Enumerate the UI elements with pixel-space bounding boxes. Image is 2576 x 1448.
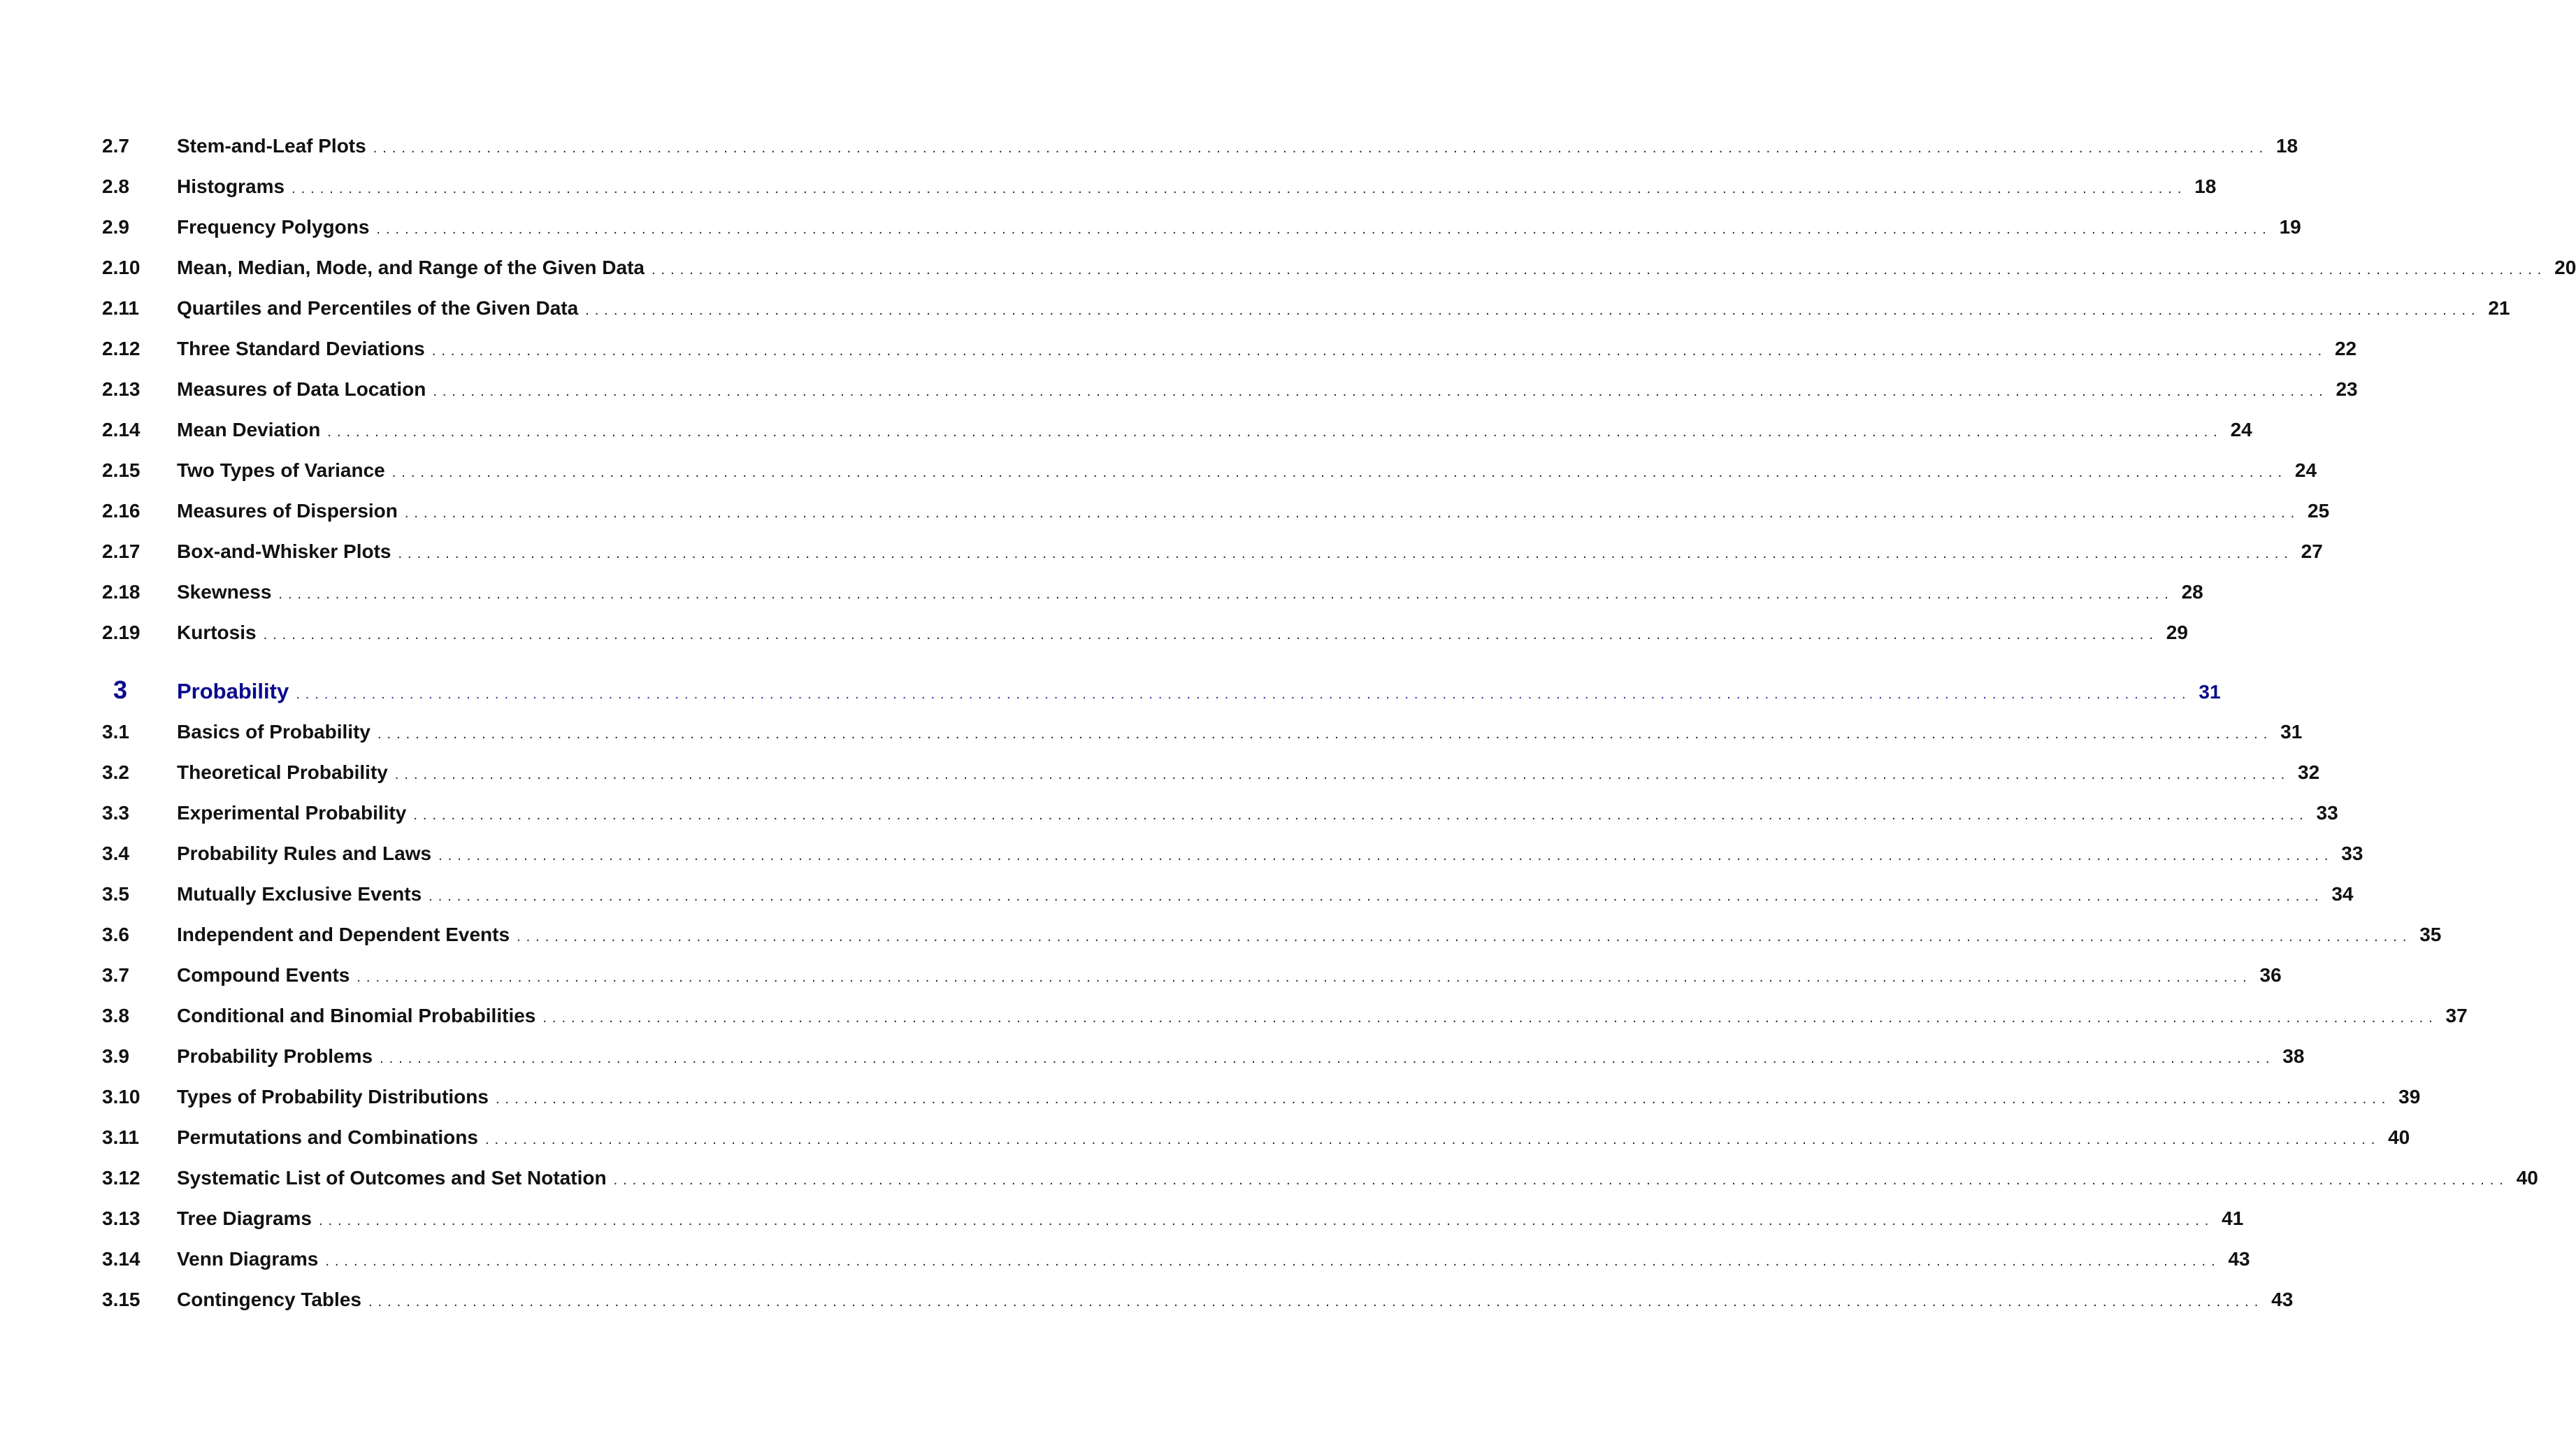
toc-section-entry[interactable]	[102, 369, 2358, 410]
section-number: 2.12	[102, 338, 141, 359]
section-title: Experimental Probability	[177, 802, 407, 824]
section-page-number: 43	[2228, 1248, 2250, 1270]
section-title: Box-and-Whisker Plots	[177, 540, 391, 562]
section-number: 3.11	[102, 1126, 139, 1148]
toc-section-group-chapter-3	[102, 712, 2538, 1320]
toc-section-entry[interactable]	[102, 1198, 2244, 1239]
section-title: Mean, Median, Mode, and Range of the Given Data	[177, 257, 645, 278]
toc-section-entry[interactable]	[102, 288, 2510, 329]
dot-leader: ........................................................................................................................................................................................................	[278, 587, 2174, 602]
dot-leader: ........................................................................................................................................................................................................	[376, 222, 2272, 237]
section-title: Tree Diagrams	[177, 1207, 312, 1229]
section-number: 2.18	[102, 581, 141, 603]
section-number: 2.15	[102, 459, 141, 481]
section-page-number: 24	[2294, 459, 2317, 481]
dot-leader: ........................................................................................................................................................................................................	[263, 627, 2159, 643]
section-page-number: 31	[2280, 721, 2303, 743]
section-page-number: 35	[2419, 924, 2442, 945]
section-page-number: 18	[2194, 175, 2217, 197]
section-title: Probability Rules and Laws	[177, 843, 432, 864]
dot-leader: ........................................................................................................................................................................................................	[296, 687, 2192, 702]
section-page-number: 19	[2279, 216, 2301, 238]
section-number: 2.16	[102, 500, 141, 522]
section-number: 3.12	[102, 1167, 141, 1189]
dot-leader: ........................................................................................................................................................................................................	[373, 141, 2269, 156]
dot-leader: ........................................................................................................................................................................................................	[517, 929, 2412, 945]
toc-section-entry[interactable]	[102, 531, 2323, 572]
section-page-number: 34	[2331, 883, 2354, 905]
section-number: 2.13	[102, 378, 141, 400]
section-number: 2.9	[102, 216, 129, 238]
toc-section-entry[interactable]	[102, 166, 2217, 207]
section-page-number: 32	[2298, 761, 2320, 783]
section-title: Three Standard Deviations	[177, 338, 425, 359]
section-title: Types of Probability Distributions	[177, 1086, 489, 1107]
section-page-number: 39	[2398, 1086, 2421, 1107]
section-page-number: 33	[2341, 843, 2363, 864]
section-number: 3.14	[102, 1248, 141, 1270]
dot-leader: ........................................................................................................................................................................................................	[398, 546, 2294, 561]
section-title: Kurtosis	[177, 622, 257, 643]
section-number: 3.7	[102, 964, 129, 986]
section-page-number: 37	[2445, 1005, 2468, 1026]
section-page-number: 21	[2488, 297, 2510, 319]
section-title: Compound Events	[177, 964, 350, 986]
section-number: 3.8	[102, 1005, 129, 1026]
dot-leader: ........................................................................................................................................................................................................	[404, 506, 2301, 521]
dot-leader: ........................................................................................................................................................................................................	[484, 1132, 2381, 1147]
toc-section-entry[interactable]	[102, 833, 2363, 874]
toc-section-entry[interactable]	[102, 915, 2442, 955]
section-title: Contingency Tables	[177, 1289, 361, 1310]
dot-leader: ........................................................................................................................................................................................................	[495, 1091, 2391, 1107]
section-number: 3.1	[102, 721, 129, 743]
dot-leader: ........................................................................................................................................................................................................	[613, 1173, 2509, 1188]
section-page-number: 43	[2271, 1289, 2294, 1310]
section-page-number: 40	[2516, 1167, 2538, 1189]
section-number: 3.5	[102, 883, 129, 905]
dot-leader: ........................................................................................................................................................................................................	[438, 848, 2334, 863]
dot-leader: ........................................................................................................................................................................................................	[585, 303, 2481, 318]
dot-leader: ........................................................................................................................................................................................................	[380, 1051, 2275, 1066]
section-page-number: 22	[2334, 338, 2357, 359]
dot-leader: ........................................................................................................................................................................................................	[542, 1010, 2438, 1026]
toc-section-entry[interactable]	[102, 572, 2203, 612]
section-title: Mutually Exclusive Events	[177, 883, 422, 905]
section-page-number: 38	[2282, 1045, 2305, 1067]
section-number: 3.2	[102, 761, 129, 783]
toc-section-entry[interactable]	[102, 248, 2576, 288]
section-title: Mean Deviation	[177, 419, 321, 440]
section-page-number: 41	[2222, 1207, 2244, 1229]
section-title: Skewness	[177, 581, 272, 603]
section-page-number: 28	[2181, 581, 2203, 603]
dot-leader: ........................................................................................................................................................................................................	[431, 343, 2328, 359]
section-number: 3.9	[102, 1045, 129, 1067]
section-page-number: 27	[2301, 540, 2323, 562]
section-title: Histograms	[177, 175, 285, 197]
section-title: Theoretical Probability	[177, 761, 388, 783]
toc-section-entry[interactable]	[102, 491, 2330, 531]
section-page-number: 40	[2388, 1126, 2410, 1148]
section-page-number: 20	[2554, 257, 2576, 278]
toc-section-entry[interactable]	[102, 955, 2282, 996]
toc-section-entry[interactable]	[102, 1239, 2250, 1279]
section-number: 3.15	[102, 1289, 141, 1310]
table-of-contents	[102, 126, 2576, 1320]
section-number: 2.14	[102, 419, 141, 440]
dot-leader: ........................................................................................................................................................................................................	[433, 384, 2329, 399]
toc-section-entry[interactable]	[102, 612, 2188, 653]
section-number: 3.13	[102, 1207, 141, 1229]
section-number: 3.6	[102, 924, 129, 945]
toc-section-entry[interactable]	[102, 207, 2301, 248]
section-number: 3.3	[102, 802, 129, 824]
toc-section-entry[interactable]	[102, 1279, 2294, 1320]
chapter-page-number: 31	[2199, 681, 2221, 703]
section-title: Quartiles and Percentiles of the Given Data	[177, 297, 579, 319]
section-number: 2.8	[102, 175, 129, 197]
dot-leader: ........................................................................................................................................................................................................	[413, 808, 2309, 823]
toc-chapter-entry[interactable]	[102, 668, 2221, 712]
section-page-number: 18	[2275, 135, 2298, 157]
section-title: Venn Diagrams	[177, 1248, 319, 1270]
section-number: 2.11	[102, 297, 139, 319]
section-title: Two Types of Variance	[177, 459, 385, 481]
section-page-number: 36	[2259, 964, 2282, 986]
section-page-number: 23	[2336, 378, 2358, 400]
section-number: 2.19	[102, 622, 141, 643]
dot-leader: ........................................................................................................................................................................................................	[368, 1294, 2264, 1310]
toc-section-entry[interactable]	[102, 996, 2468, 1036]
toc-section-entry[interactable]	[102, 752, 2320, 793]
toc-section-entry[interactable]	[102, 126, 2298, 166]
dot-leader: ........................................................................................................................................................................................................	[429, 889, 2324, 904]
section-title: Stem-and-Leaf Plots	[177, 135, 366, 157]
section-page-number: 29	[2166, 622, 2188, 643]
toc-section-entry[interactable]	[102, 1036, 2305, 1077]
toc-section-entry[interactable]	[102, 329, 2357, 369]
dot-leader: ........................................................................................................................................................................................................	[292, 181, 2187, 196]
section-number: 3.4	[102, 843, 129, 864]
section-title: Frequency Polygons	[177, 216, 370, 238]
dot-leader: ........................................................................................................................................................................................................	[325, 1254, 2221, 1269]
dot-leader: ........................................................................................................................................................................................................	[391, 465, 2288, 480]
section-title: Permutations and Combinations	[177, 1126, 478, 1148]
section-title: Conditional and Binomial Probabilities	[177, 1005, 536, 1026]
section-number: 2.17	[102, 540, 141, 562]
toc-section-entry[interactable]	[102, 1158, 2538, 1198]
section-page-number: 24	[2230, 419, 2252, 440]
section-title: Measures of Data Location	[177, 378, 426, 400]
toc-section-group-chapter-2	[102, 126, 2576, 653]
section-title: Independent and Dependent Events	[177, 924, 510, 945]
toc-section-entry[interactable]	[102, 793, 2338, 833]
dot-leader: ........................................................................................................................................................................................................	[651, 262, 2547, 278]
dot-leader: ........................................................................................................................................................................................................	[357, 970, 2252, 985]
toc-section-entry[interactable]	[102, 450, 2317, 491]
toc-section-entry[interactable]	[102, 874, 2354, 915]
section-title: Basics of Probability	[177, 721, 370, 743]
dot-leader: ........................................................................................................................................................................................................	[394, 767, 2291, 782]
section-title: Systematic List of Outcomes and Set Notation	[177, 1167, 607, 1189]
section-title: Measures of Dispersion	[177, 500, 398, 522]
dot-leader: ........................................................................................................................................................................................................	[327, 424, 2223, 440]
chapter-number: 3	[113, 675, 128, 704]
chapter-title: Probability	[177, 679, 289, 703]
section-number: 2.10	[102, 257, 141, 278]
section-number: 2.7	[102, 135, 129, 157]
toc-section-entry[interactable]	[102, 410, 2252, 450]
section-page-number: 33	[2316, 802, 2338, 824]
dot-leader: ........................................................................................................................................................................................................	[319, 1213, 2215, 1228]
dot-leader: ........................................................................................................................................................................................................	[377, 726, 2273, 742]
section-number: 3.10	[102, 1086, 141, 1107]
section-title: Probability Problems	[177, 1045, 373, 1067]
section-page-number: 25	[2308, 500, 2330, 522]
toc-section-entry[interactable]	[102, 712, 2303, 752]
toc-section-entry[interactable]	[102, 1117, 2410, 1158]
toc-section-entry[interactable]	[102, 1077, 2421, 1117]
